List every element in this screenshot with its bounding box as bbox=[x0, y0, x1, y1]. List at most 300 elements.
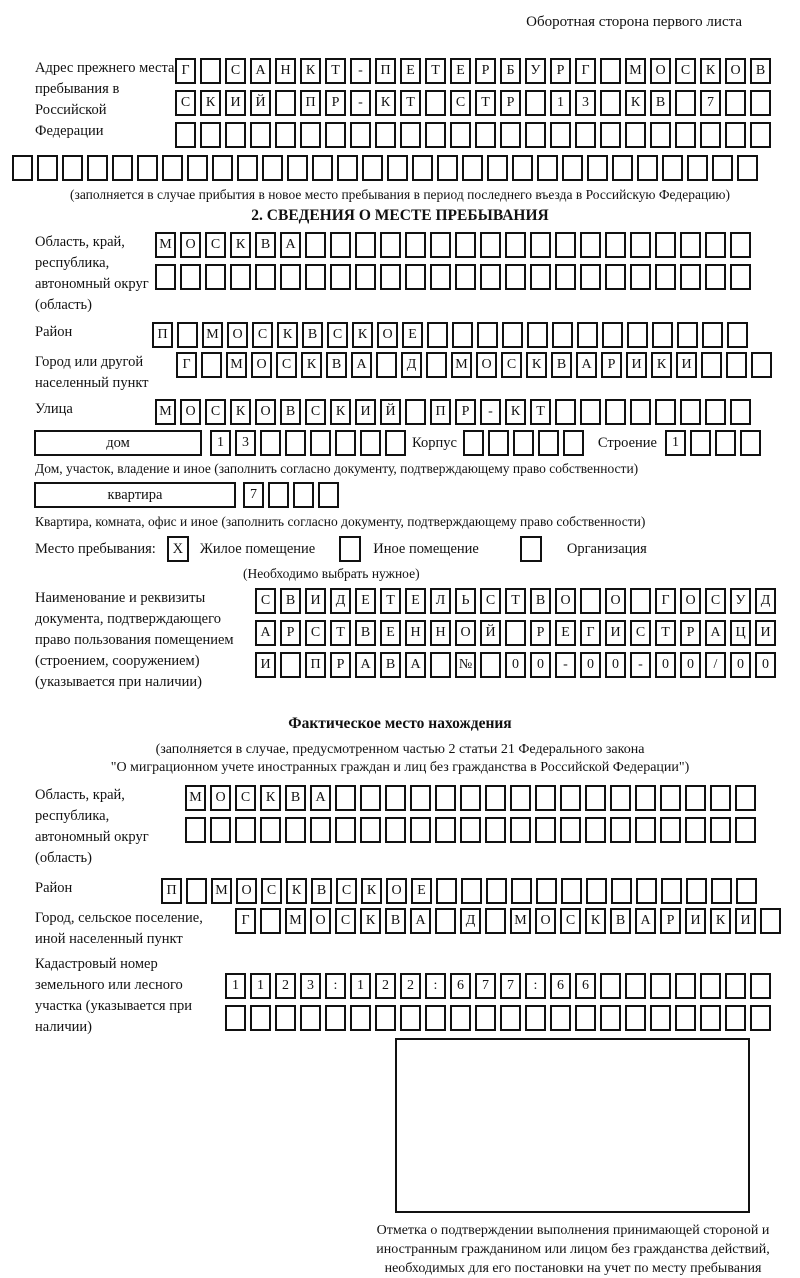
char-box[interactable] bbox=[287, 155, 308, 181]
char-box[interactable] bbox=[225, 1005, 246, 1031]
char-box[interactable] bbox=[485, 908, 506, 934]
char-box[interactable] bbox=[486, 878, 507, 904]
char-box[interactable] bbox=[425, 1005, 446, 1031]
char-box[interactable] bbox=[625, 1005, 646, 1031]
char-box[interactable]: Т bbox=[330, 620, 351, 646]
char-box[interactable]: Е bbox=[402, 322, 423, 348]
char-box[interactable]: - bbox=[350, 90, 371, 116]
char-box[interactable] bbox=[200, 122, 221, 148]
char-box[interactable]: 3 bbox=[300, 973, 321, 999]
char-box[interactable] bbox=[730, 264, 751, 290]
char-box[interactable] bbox=[600, 122, 621, 148]
char-box[interactable] bbox=[285, 817, 306, 843]
char-box[interactable] bbox=[510, 785, 531, 811]
char-box[interactable] bbox=[685, 817, 706, 843]
char-box[interactable] bbox=[686, 878, 707, 904]
char-box[interactable]: О bbox=[535, 908, 556, 934]
char-box[interactable]: 0 bbox=[680, 652, 701, 678]
char-box[interactable] bbox=[437, 155, 458, 181]
char-box[interactable] bbox=[335, 817, 356, 843]
char-box[interactable] bbox=[162, 155, 183, 181]
char-box[interactable]: С bbox=[336, 878, 357, 904]
char-box[interactable] bbox=[725, 122, 746, 148]
char-box[interactable] bbox=[175, 122, 196, 148]
char-box[interactable]: Р bbox=[601, 352, 622, 378]
char-box[interactable]: С bbox=[675, 58, 696, 84]
char-box[interactable] bbox=[625, 122, 646, 148]
char-box[interactable] bbox=[610, 817, 631, 843]
char-box[interactable] bbox=[201, 352, 222, 378]
char-box[interactable]: М bbox=[155, 232, 176, 258]
char-box[interactable] bbox=[712, 155, 733, 181]
char-box[interactable] bbox=[535, 785, 556, 811]
char-box[interactable] bbox=[455, 232, 476, 258]
char-box[interactable] bbox=[735, 817, 756, 843]
char-box[interactable] bbox=[230, 264, 251, 290]
apartment-type-box[interactable]: квартира bbox=[34, 482, 236, 508]
char-box[interactable]: Т bbox=[325, 58, 346, 84]
char-box[interactable] bbox=[262, 155, 283, 181]
char-box[interactable]: О bbox=[476, 352, 497, 378]
char-box[interactable]: К bbox=[375, 90, 396, 116]
char-box[interactable]: 6 bbox=[575, 973, 596, 999]
char-box[interactable] bbox=[250, 122, 271, 148]
char-box[interactable] bbox=[112, 155, 133, 181]
char-box[interactable] bbox=[730, 232, 751, 258]
char-box[interactable] bbox=[362, 155, 383, 181]
char-box[interactable]: М bbox=[211, 878, 232, 904]
char-box[interactable] bbox=[637, 155, 658, 181]
char-box[interactable] bbox=[585, 817, 606, 843]
char-box[interactable] bbox=[555, 264, 576, 290]
char-box[interactable]: У bbox=[730, 588, 751, 614]
char-box[interactable]: Е bbox=[405, 588, 426, 614]
char-box[interactable]: - bbox=[630, 652, 651, 678]
char-box[interactable]: 1 bbox=[250, 973, 271, 999]
char-box[interactable]: П bbox=[300, 90, 321, 116]
char-box[interactable]: О bbox=[236, 878, 257, 904]
char-box[interactable]: С bbox=[175, 90, 196, 116]
char-box[interactable] bbox=[155, 264, 176, 290]
char-box[interactable] bbox=[605, 232, 626, 258]
char-box[interactable]: С bbox=[276, 352, 297, 378]
char-box[interactable] bbox=[555, 232, 576, 258]
char-box[interactable] bbox=[385, 430, 406, 456]
char-box[interactable] bbox=[725, 1005, 746, 1031]
char-box[interactable] bbox=[726, 352, 747, 378]
char-box[interactable] bbox=[605, 399, 626, 425]
char-box[interactable] bbox=[487, 155, 508, 181]
char-box[interactable] bbox=[300, 122, 321, 148]
char-box[interactable] bbox=[737, 155, 758, 181]
char-box[interactable]: Ь bbox=[455, 588, 476, 614]
char-box[interactable] bbox=[535, 817, 556, 843]
char-box[interactable]: Ц bbox=[730, 620, 751, 646]
char-box[interactable] bbox=[360, 785, 381, 811]
char-box[interactable] bbox=[580, 588, 601, 614]
char-box[interactable]: 1 bbox=[550, 90, 571, 116]
char-box[interactable]: Т bbox=[655, 620, 676, 646]
char-box[interactable] bbox=[680, 399, 701, 425]
char-box[interactable] bbox=[435, 908, 456, 934]
char-box[interactable] bbox=[635, 817, 656, 843]
char-box[interactable]: К bbox=[526, 352, 547, 378]
char-box[interactable]: Т bbox=[475, 90, 496, 116]
char-box[interactable] bbox=[450, 1005, 471, 1031]
char-box[interactable] bbox=[430, 264, 451, 290]
char-box[interactable] bbox=[325, 122, 346, 148]
char-box[interactable]: К bbox=[230, 232, 251, 258]
char-box[interactable] bbox=[285, 430, 306, 456]
char-box[interactable] bbox=[305, 264, 326, 290]
char-box[interactable] bbox=[652, 322, 673, 348]
char-box[interactable]: 0 bbox=[530, 652, 551, 678]
char-box[interactable] bbox=[605, 264, 626, 290]
char-box[interactable]: И bbox=[305, 588, 326, 614]
char-box[interactable]: Р bbox=[455, 399, 476, 425]
char-box[interactable]: С bbox=[327, 322, 348, 348]
char-box[interactable] bbox=[705, 399, 726, 425]
char-box[interactable] bbox=[725, 90, 746, 116]
char-box[interactable] bbox=[705, 264, 726, 290]
char-box[interactable]: 0 bbox=[505, 652, 526, 678]
char-box[interactable] bbox=[325, 1005, 346, 1031]
char-box[interactable]: П bbox=[161, 878, 182, 904]
char-box[interactable] bbox=[452, 322, 473, 348]
char-box[interactable] bbox=[700, 122, 721, 148]
char-box[interactable] bbox=[376, 352, 397, 378]
char-box[interactable]: Й bbox=[380, 399, 401, 425]
char-box[interactable] bbox=[280, 264, 301, 290]
char-box[interactable] bbox=[405, 264, 426, 290]
char-box[interactable]: Д bbox=[755, 588, 776, 614]
char-box[interactable] bbox=[62, 155, 83, 181]
char-box[interactable] bbox=[502, 322, 523, 348]
char-box[interactable] bbox=[710, 817, 731, 843]
char-box[interactable]: С bbox=[261, 878, 282, 904]
char-box[interactable]: Е bbox=[411, 878, 432, 904]
char-box[interactable] bbox=[310, 430, 331, 456]
char-box[interactable] bbox=[600, 1005, 621, 1031]
char-box[interactable]: Т bbox=[400, 90, 421, 116]
char-box[interactable]: С bbox=[255, 588, 276, 614]
char-box[interactable]: 0 bbox=[655, 652, 676, 678]
char-box[interactable] bbox=[685, 785, 706, 811]
char-box[interactable] bbox=[562, 155, 583, 181]
char-box[interactable] bbox=[177, 322, 198, 348]
char-box[interactable]: П bbox=[305, 652, 326, 678]
char-box[interactable] bbox=[275, 1005, 296, 1031]
char-box[interactable]: О bbox=[650, 58, 671, 84]
char-box[interactable] bbox=[537, 155, 558, 181]
char-box[interactable]: К bbox=[330, 399, 351, 425]
char-box[interactable] bbox=[710, 785, 731, 811]
char-box[interactable]: К bbox=[230, 399, 251, 425]
char-box[interactable]: К bbox=[286, 878, 307, 904]
char-box[interactable]: - bbox=[480, 399, 501, 425]
char-box[interactable]: Г bbox=[580, 620, 601, 646]
char-box[interactable]: А bbox=[280, 232, 301, 258]
char-box[interactable]: П bbox=[375, 58, 396, 84]
char-box[interactable] bbox=[530, 264, 551, 290]
char-box[interactable]: М bbox=[185, 785, 206, 811]
char-box[interactable]: 1 bbox=[225, 973, 246, 999]
char-box[interactable] bbox=[587, 155, 608, 181]
char-box[interactable] bbox=[400, 122, 421, 148]
char-box[interactable] bbox=[461, 878, 482, 904]
char-box[interactable] bbox=[661, 878, 682, 904]
char-box[interactable] bbox=[655, 399, 676, 425]
char-box[interactable] bbox=[375, 1005, 396, 1031]
char-box[interactable]: М bbox=[510, 908, 531, 934]
char-box[interactable]: Р bbox=[530, 620, 551, 646]
house-type-box[interactable]: дом bbox=[34, 430, 202, 456]
char-box[interactable] bbox=[736, 878, 757, 904]
char-box[interactable] bbox=[538, 430, 559, 456]
char-box[interactable]: Й bbox=[250, 90, 271, 116]
char-box[interactable]: А bbox=[576, 352, 597, 378]
char-box[interactable] bbox=[727, 322, 748, 348]
char-box[interactable]: О bbox=[377, 322, 398, 348]
char-box[interactable] bbox=[412, 155, 433, 181]
char-box[interactable]: С bbox=[252, 322, 273, 348]
char-box[interactable]: У bbox=[525, 58, 546, 84]
char-box[interactable] bbox=[512, 155, 533, 181]
char-box[interactable] bbox=[563, 430, 584, 456]
char-box[interactable]: К bbox=[301, 352, 322, 378]
char-box[interactable]: О bbox=[255, 399, 276, 425]
char-box[interactable] bbox=[561, 878, 582, 904]
char-box[interactable] bbox=[530, 232, 551, 258]
char-box[interactable] bbox=[268, 482, 289, 508]
char-box[interactable]: И bbox=[755, 620, 776, 646]
char-box[interactable] bbox=[318, 482, 339, 508]
char-box[interactable]: А bbox=[250, 58, 271, 84]
char-box[interactable] bbox=[552, 322, 573, 348]
char-box[interactable]: М bbox=[226, 352, 247, 378]
char-box[interactable]: Г bbox=[655, 588, 676, 614]
char-box[interactable] bbox=[12, 155, 33, 181]
char-box[interactable] bbox=[410, 785, 431, 811]
char-box[interactable]: 2 bbox=[275, 973, 296, 999]
char-box[interactable] bbox=[550, 122, 571, 148]
char-box[interactable] bbox=[650, 1005, 671, 1031]
char-box[interactable]: Е bbox=[555, 620, 576, 646]
char-box[interactable]: С bbox=[630, 620, 651, 646]
char-box[interactable]: 0 bbox=[580, 652, 601, 678]
char-box[interactable] bbox=[750, 973, 771, 999]
char-box[interactable]: К bbox=[651, 352, 672, 378]
char-box[interactable] bbox=[427, 322, 448, 348]
char-box[interactable] bbox=[705, 232, 726, 258]
char-box[interactable]: Н bbox=[405, 620, 426, 646]
char-box[interactable]: Г bbox=[176, 352, 197, 378]
char-box[interactable]: К bbox=[710, 908, 731, 934]
char-box[interactable] bbox=[675, 122, 696, 148]
char-box[interactable] bbox=[675, 973, 696, 999]
char-box[interactable]: Т bbox=[380, 588, 401, 614]
char-box[interactable] bbox=[205, 264, 226, 290]
char-box[interactable]: В bbox=[280, 588, 301, 614]
char-box[interactable]: К bbox=[361, 878, 382, 904]
char-box[interactable]: 1 bbox=[665, 430, 686, 456]
char-box[interactable] bbox=[400, 1005, 421, 1031]
char-box[interactable] bbox=[675, 90, 696, 116]
char-box[interactable] bbox=[260, 817, 281, 843]
char-box[interactable] bbox=[690, 430, 711, 456]
char-box[interactable] bbox=[350, 1005, 371, 1031]
char-box[interactable]: Б bbox=[500, 58, 521, 84]
char-box[interactable] bbox=[575, 122, 596, 148]
char-box[interactable] bbox=[460, 817, 481, 843]
char-box[interactable]: : bbox=[525, 973, 546, 999]
char-box[interactable] bbox=[510, 817, 531, 843]
char-box[interactable] bbox=[575, 1005, 596, 1031]
char-box[interactable] bbox=[525, 122, 546, 148]
char-box[interactable]: К bbox=[300, 58, 321, 84]
char-box[interactable] bbox=[650, 122, 671, 148]
char-box[interactable]: А bbox=[255, 620, 276, 646]
char-box[interactable] bbox=[505, 264, 526, 290]
char-box[interactable]: № bbox=[455, 652, 476, 678]
char-box[interactable]: 7 bbox=[243, 482, 264, 508]
char-box[interactable] bbox=[385, 785, 406, 811]
char-box[interactable]: Р bbox=[280, 620, 301, 646]
char-box[interactable] bbox=[680, 264, 701, 290]
char-box[interactable] bbox=[600, 58, 621, 84]
char-box[interactable]: В bbox=[280, 399, 301, 425]
char-box[interactable]: Д bbox=[460, 908, 481, 934]
char-box[interactable]: В bbox=[385, 908, 406, 934]
char-box[interactable]: В bbox=[551, 352, 572, 378]
char-box[interactable] bbox=[725, 973, 746, 999]
char-box[interactable] bbox=[337, 155, 358, 181]
char-box[interactable]: С bbox=[480, 588, 501, 614]
char-box[interactable]: Р bbox=[325, 90, 346, 116]
char-box[interactable] bbox=[675, 1005, 696, 1031]
char-box[interactable] bbox=[260, 430, 281, 456]
char-box[interactable] bbox=[360, 430, 381, 456]
char-box[interactable]: В bbox=[610, 908, 631, 934]
char-box[interactable]: 3 bbox=[575, 90, 596, 116]
char-box[interactable] bbox=[430, 232, 451, 258]
char-box[interactable] bbox=[250, 1005, 271, 1031]
char-box[interactable]: В bbox=[380, 652, 401, 678]
char-box[interactable]: И bbox=[735, 908, 756, 934]
char-box[interactable]: 3 bbox=[235, 430, 256, 456]
char-box[interactable]: Т bbox=[505, 588, 526, 614]
char-box[interactable]: : bbox=[325, 973, 346, 999]
char-box[interactable]: С bbox=[501, 352, 522, 378]
char-box[interactable]: А bbox=[705, 620, 726, 646]
char-box[interactable] bbox=[225, 122, 246, 148]
char-box[interactable]: С bbox=[225, 58, 246, 84]
char-box[interactable]: С bbox=[205, 232, 226, 258]
char-box[interactable] bbox=[405, 232, 426, 258]
char-box[interactable]: М bbox=[451, 352, 472, 378]
char-box[interactable] bbox=[410, 817, 431, 843]
char-box[interactable] bbox=[525, 1005, 546, 1031]
char-box[interactable] bbox=[513, 430, 534, 456]
char-box[interactable]: Е bbox=[400, 58, 421, 84]
char-box[interactable]: Г bbox=[235, 908, 256, 934]
char-box[interactable]: 2 bbox=[400, 973, 421, 999]
char-box[interactable] bbox=[580, 399, 601, 425]
char-box[interactable] bbox=[480, 264, 501, 290]
char-box[interactable] bbox=[186, 878, 207, 904]
char-box[interactable] bbox=[450, 122, 471, 148]
char-box[interactable] bbox=[630, 232, 651, 258]
char-box[interactable]: О bbox=[680, 588, 701, 614]
char-box[interactable]: Е bbox=[450, 58, 471, 84]
char-box[interactable] bbox=[625, 973, 646, 999]
char-box[interactable]: 6 bbox=[550, 973, 571, 999]
char-box[interactable] bbox=[200, 58, 221, 84]
char-box[interactable] bbox=[560, 785, 581, 811]
char-box[interactable]: Р bbox=[500, 90, 521, 116]
char-box[interactable]: С bbox=[450, 90, 471, 116]
char-box[interactable] bbox=[555, 399, 576, 425]
char-box[interactable]: М bbox=[625, 58, 646, 84]
char-box[interactable] bbox=[505, 232, 526, 258]
char-box[interactable]: В bbox=[750, 58, 771, 84]
char-box[interactable] bbox=[577, 322, 598, 348]
char-box[interactable]: 7 bbox=[475, 973, 496, 999]
char-box[interactable] bbox=[310, 817, 331, 843]
char-box[interactable] bbox=[680, 232, 701, 258]
char-box[interactable] bbox=[87, 155, 108, 181]
char-box[interactable]: / bbox=[705, 652, 726, 678]
char-box[interactable] bbox=[610, 785, 631, 811]
char-box[interactable] bbox=[185, 817, 206, 843]
char-box[interactable]: С bbox=[235, 785, 256, 811]
char-box[interactable] bbox=[580, 232, 601, 258]
char-box[interactable] bbox=[702, 322, 723, 348]
char-box[interactable]: О bbox=[180, 232, 201, 258]
checkbox-residential[interactable]: X bbox=[167, 536, 189, 562]
char-box[interactable]: А bbox=[355, 652, 376, 678]
char-box[interactable] bbox=[436, 878, 457, 904]
char-box[interactable]: К bbox=[700, 58, 721, 84]
char-box[interactable]: И bbox=[605, 620, 626, 646]
char-box[interactable] bbox=[602, 322, 623, 348]
char-box[interactable]: 7 bbox=[700, 90, 721, 116]
char-box[interactable] bbox=[435, 785, 456, 811]
char-box[interactable]: М bbox=[202, 322, 223, 348]
char-box[interactable]: Й bbox=[480, 620, 501, 646]
char-box[interactable] bbox=[751, 352, 772, 378]
char-box[interactable] bbox=[700, 1005, 721, 1031]
char-box[interactable]: М bbox=[155, 399, 176, 425]
char-box[interactable]: О bbox=[455, 620, 476, 646]
char-box[interactable] bbox=[655, 264, 676, 290]
char-box[interactable] bbox=[380, 264, 401, 290]
char-box[interactable]: А bbox=[410, 908, 431, 934]
char-box[interactable]: С bbox=[335, 908, 356, 934]
char-box[interactable] bbox=[655, 232, 676, 258]
char-box[interactable]: И bbox=[355, 399, 376, 425]
char-box[interactable] bbox=[630, 399, 651, 425]
char-box[interactable]: 0 bbox=[730, 652, 751, 678]
char-box[interactable]: В bbox=[650, 90, 671, 116]
char-box[interactable]: В bbox=[302, 322, 323, 348]
char-box[interactable] bbox=[475, 1005, 496, 1031]
char-box[interactable]: О bbox=[227, 322, 248, 348]
char-box[interactable]: С bbox=[305, 399, 326, 425]
char-box[interactable]: 0 bbox=[605, 652, 626, 678]
char-box[interactable]: С bbox=[305, 620, 326, 646]
char-box[interactable] bbox=[525, 90, 546, 116]
